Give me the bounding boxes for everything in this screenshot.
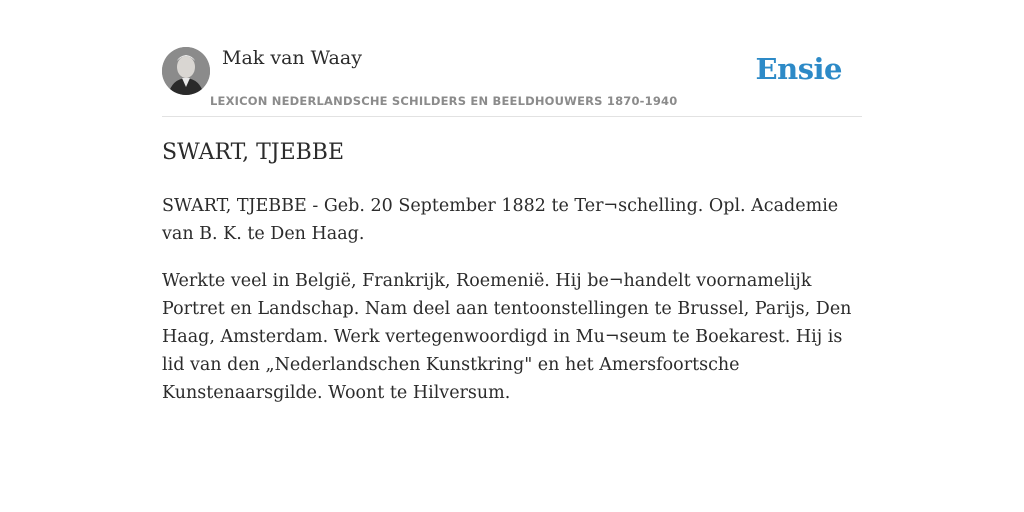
- source-header: [162, 46, 862, 117]
- author-name[interactable]: Mak van Waay: [222, 47, 362, 69]
- article-paragraph: SWART, TJEBBE - Geb. 20 September 1882 te Ter¬schelling. Opl. Academie van B. K. te Den Haag.: [162, 196, 839, 244]
- author-avatar[interactable]: [162, 47, 210, 95]
- article-paragraph: Werkte veel in België, Frankrijk, Roemenië. Hij be¬handelt voornamelijk Portret en Landschap. Nam deel aan tentoonstellingen te Brussel, Parijs, Den Haag, Amsterdam. Werk vertegenwoordigd in Mu¬seum te Boekarest. Hij is lid van den „Nederlandschen Kunstkring" en het Amersfoortsche Kunstenaarsgilde. Woont te Hilversum.: [162, 271, 852, 403]
- ensie-logo[interactable]: Ensie: [755, 52, 842, 86]
- portrait-image: [162, 47, 210, 95]
- article-title: SWART, TJEBBE: [162, 140, 345, 165]
- source-title[interactable]: LEXICON NEDERLANDSCHE SCHILDERS EN BEELDHOUWERS 1870-1940: [210, 94, 678, 108]
- article-body: [162, 192, 867, 426]
